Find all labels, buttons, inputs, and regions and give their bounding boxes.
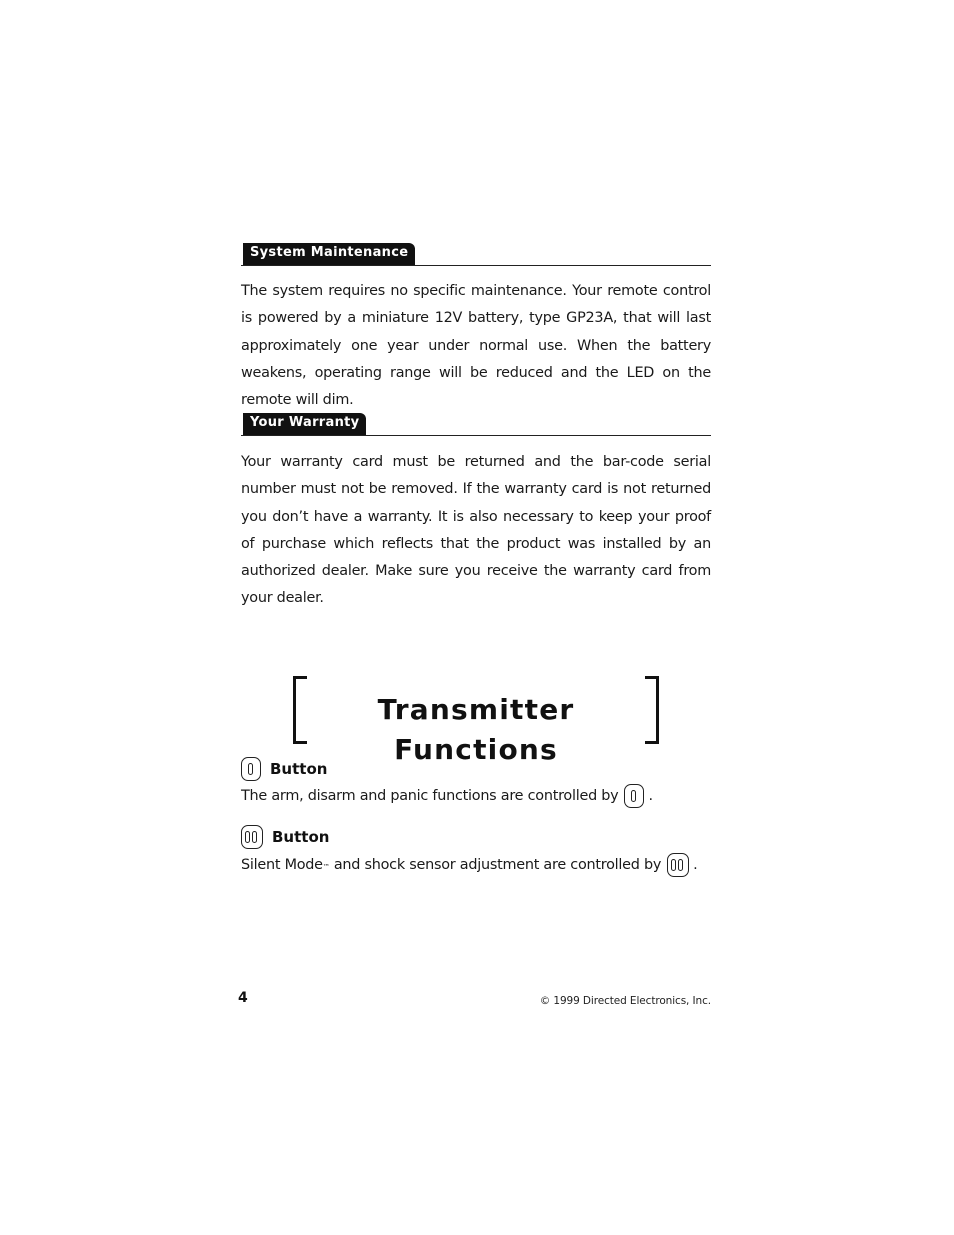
your-warranty-text: Your warranty card must be returned and the bar-code serial number must not be removed. If the warranty card is not returned you don’t have a warranty. It is also necessary to keep your proof of purchase which reflects that the product was installed by an authorized dealer. Make sure you receive the warranty card from your dealer.: [241, 454, 711, 607]
button-one-label: Button: [270, 760, 328, 778]
section-heading: System Maintenance: [243, 243, 415, 265]
double-button-icon: [667, 853, 689, 877]
single-button-icon: [624, 784, 644, 808]
system-maintenance-header: [241, 243, 711, 266]
period: .: [693, 857, 698, 873]
copyright-notice: © 1999 Directed Electronics, Inc.: [539, 995, 711, 1007]
trademark-symbol: ™: [322, 863, 330, 871]
your-warranty-header: [241, 413, 711, 436]
right-bracket: [645, 676, 659, 744]
silent-mode-text: Silent Mode: [241, 857, 323, 873]
button-one-description: [241, 783, 653, 809]
button-one-heading: [241, 756, 327, 782]
period: .: [648, 788, 653, 804]
transmitter-functions-title: Transmitter Functions: [377, 693, 575, 766]
double-button-icon: [241, 825, 263, 849]
button-two-label: Button: [272, 828, 330, 846]
section-heading: Your Warranty: [243, 413, 366, 435]
single-button-icon: [241, 757, 261, 781]
button-one-description-text: The arm, disarm and panic functions are controlled by: [241, 788, 619, 804]
system-maintenance-text: The system requires no specific maintenance. Your remote control is powered by a miniature 12V battery, type GP23A, that will last approximately one year under normal use. When the battery weakens, operating range will be reduced and the LED on the remote will dim.: [241, 283, 711, 409]
page-number: 4: [238, 990, 248, 1006]
button-two-heading: [241, 824, 329, 850]
transmitter-functions-title-block: [293, 676, 659, 766]
button-two-description-text: and shock sensor adjustment are controlled by: [329, 857, 662, 873]
button-two-description: [241, 852, 697, 878]
